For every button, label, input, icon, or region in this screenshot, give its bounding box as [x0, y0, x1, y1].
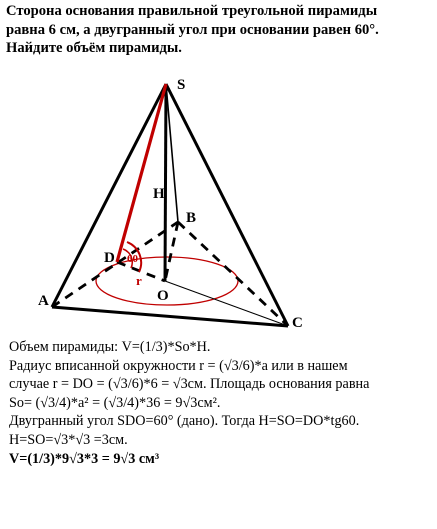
label-O: O: [157, 288, 169, 304]
problem-line-2: равна 6 см, а двугранный угол при основании равен 60°.: [6, 21, 379, 38]
edge-AC: [52, 307, 288, 326]
edge-BC: [178, 222, 288, 326]
label-H: H: [153, 186, 165, 202]
solution-line-1: Объем пирамиды: V=(1/3)*So*H.: [9, 339, 211, 355]
height-SO: [165, 84, 166, 281]
solution-text: [9, 338, 434, 468]
solution-final-answer: V=(1/3)*9√3*3 = 9√3 см³: [9, 450, 160, 467]
label-C: C: [292, 315, 303, 331]
solution-line-2: Радиус вписанной окружности r = (√3/6)*a или в нашем: [9, 357, 348, 374]
problem-line-1: Сторона основания правильной треугольной пирамиды: [6, 3, 378, 19]
solution-line-5: Двугранный угол SDO=60° (дано). Тогда H=SO=DO*tg60.: [9, 413, 360, 430]
label-r: r: [136, 273, 142, 288]
problem-line-3: Найдите объём пирамиды.: [6, 40, 182, 56]
solution-line-6: H=SO=√3*√3 =3см.: [9, 431, 128, 448]
label-S: S: [177, 77, 186, 93]
label-B: B: [186, 210, 197, 226]
solution-line-4: So= (√3/4)*a² = (√3/4)*36 = 9√3см².: [9, 394, 221, 411]
segment-BO: [165, 222, 178, 281]
label-D: D: [104, 250, 115, 266]
solution-line-3: случае r = DO = (√3/6)*6 = √3см. Площадь основания равна: [9, 376, 370, 393]
edge-SC: [166, 84, 288, 326]
label-angle: 60: [127, 253, 138, 265]
label-A: A: [38, 293, 49, 309]
visible-edges: [52, 84, 288, 326]
